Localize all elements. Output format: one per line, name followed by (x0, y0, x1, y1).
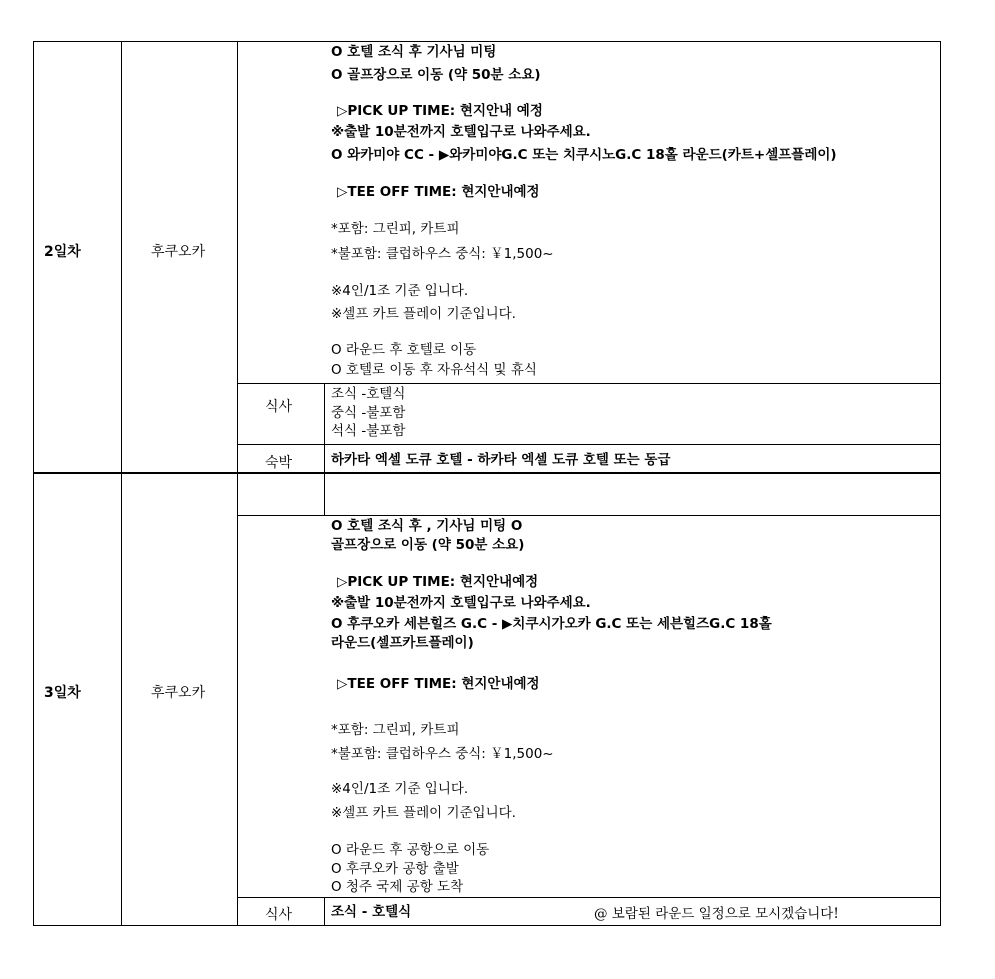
day3-meal-breakfast: 조식 - 호텔식 (331, 904, 412, 920)
day2-line-4: ※출발 10분전까지 호텔입구로 나와주세요. (331, 124, 591, 140)
day3-line-1: O 호텔 조식 후 , 기사님 미팅 O (331, 518, 523, 534)
day2-lodging-top-border (237, 444, 941, 445)
day3-line-11: ※셀프 카트 플레이 기준입니다. (331, 805, 516, 821)
col-border-1 (121, 41, 122, 926)
day3-label: 3일차 (44, 685, 81, 701)
col-border-3-day2-top (324, 383, 325, 473)
day2-line-6: ▷TEE OFF TIME: 현지안내예정 (337, 184, 540, 200)
day3-line-9: *불포함: 클럽하우스 중식: ￥1,500~ (331, 746, 554, 762)
day-separator (33, 472, 941, 474)
day3-line-2: 골프장으로 이동 (약 50분 소요) (331, 537, 525, 553)
day2-lodging: 하카타 엑셀 도큐 호텔 - 하카타 엑셀 도큐 호텔 또는 동급 (331, 452, 671, 468)
day3-line-3: ▷PICK UP TIME: 현지안내예정 (337, 574, 539, 590)
day2-meal-lunch: 중식 -불포함 (331, 405, 406, 421)
day3-empty-row-bottom-border (237, 515, 941, 516)
day2-meal-dinner: 석식 -불포함 (331, 423, 406, 439)
table-top-border (33, 41, 941, 42)
day3-line-13: O 후쿠오카 공항 출발 (331, 861, 459, 877)
day2-line-7: *포함: 그린피, 카트피 (331, 221, 460, 237)
day2-line-5: O 와카미야 CC - ▶와카미야G.C 또는 치쿠시노G.C 18홀 라운드(카트+셀프플레이) (331, 147, 837, 163)
greeting-stamp: @ 보람된 라운드 일정으로 모시겠습니다! (594, 906, 839, 922)
table-bottom-border (33, 925, 941, 926)
day2-line-3: ▷PICK UP TIME: 현지안내 예정 (337, 103, 543, 119)
col-border-2 (237, 41, 238, 926)
day3-line-4: ※출발 10분전까지 호텔입구로 나와주세요. (331, 595, 591, 611)
day3-line-5: O 후쿠오카 세븐힐즈 G.C - ▶치쿠시가오카 G.C 또는 세븐힐즈G.C 18홀 (331, 616, 772, 632)
day2-line-2: O 골프장으로 이동 (약 50분 소요) (331, 67, 541, 83)
day2-line-11: O 라운드 후 호텔로 이동 (331, 342, 477, 358)
day3-meal-top-border (237, 897, 941, 898)
day2-label: 2일차 (44, 244, 81, 260)
day2-meal-top-border (237, 383, 941, 384)
day3-location: 후쿠오카 (151, 685, 206, 701)
day3-line-12: O 라운드 후 공항으로 이동 (331, 842, 490, 858)
day2-lodging-label: 숙박 (265, 455, 293, 471)
col-border-right (940, 41, 941, 926)
day2-location: 후쿠오카 (151, 244, 206, 260)
col-border-3-day3-meal (324, 897, 325, 926)
day2-line-12: O 호텔로 이동 후 자유석식 및 휴식 (331, 362, 537, 378)
day2-meal-breakfast: 조식 -호텔식 (331, 386, 406, 402)
day2-line-8: *불포함: 클럽하우스 중식: ￥1,500~ (331, 246, 554, 262)
day3-line-6: 라운드(셀프카트플레이) (331, 635, 474, 651)
day2-line-1: O 호텔 조식 후 기사님 미팅 (331, 44, 497, 60)
day2-line-10: ※셀프 카트 플레이 기준입니다. (331, 306, 516, 322)
day3-line-14: O 청주 국제 공항 도착 (331, 879, 464, 895)
day3-meal-label: 식사 (265, 907, 293, 923)
day3-line-10: ※4인/1조 기준 입니다. (331, 781, 469, 797)
day2-meal-label: 식사 (265, 399, 293, 415)
col-border-left (33, 41, 34, 926)
day2-line-9: ※4인/1조 기준 입니다. (331, 283, 469, 299)
day3-line-7: ▷TEE OFF TIME: 현지안내예정 (337, 676, 540, 692)
day3-line-8: *포함: 그린피, 카트피 (331, 722, 460, 738)
col-border-3-day3-top (324, 472, 325, 516)
